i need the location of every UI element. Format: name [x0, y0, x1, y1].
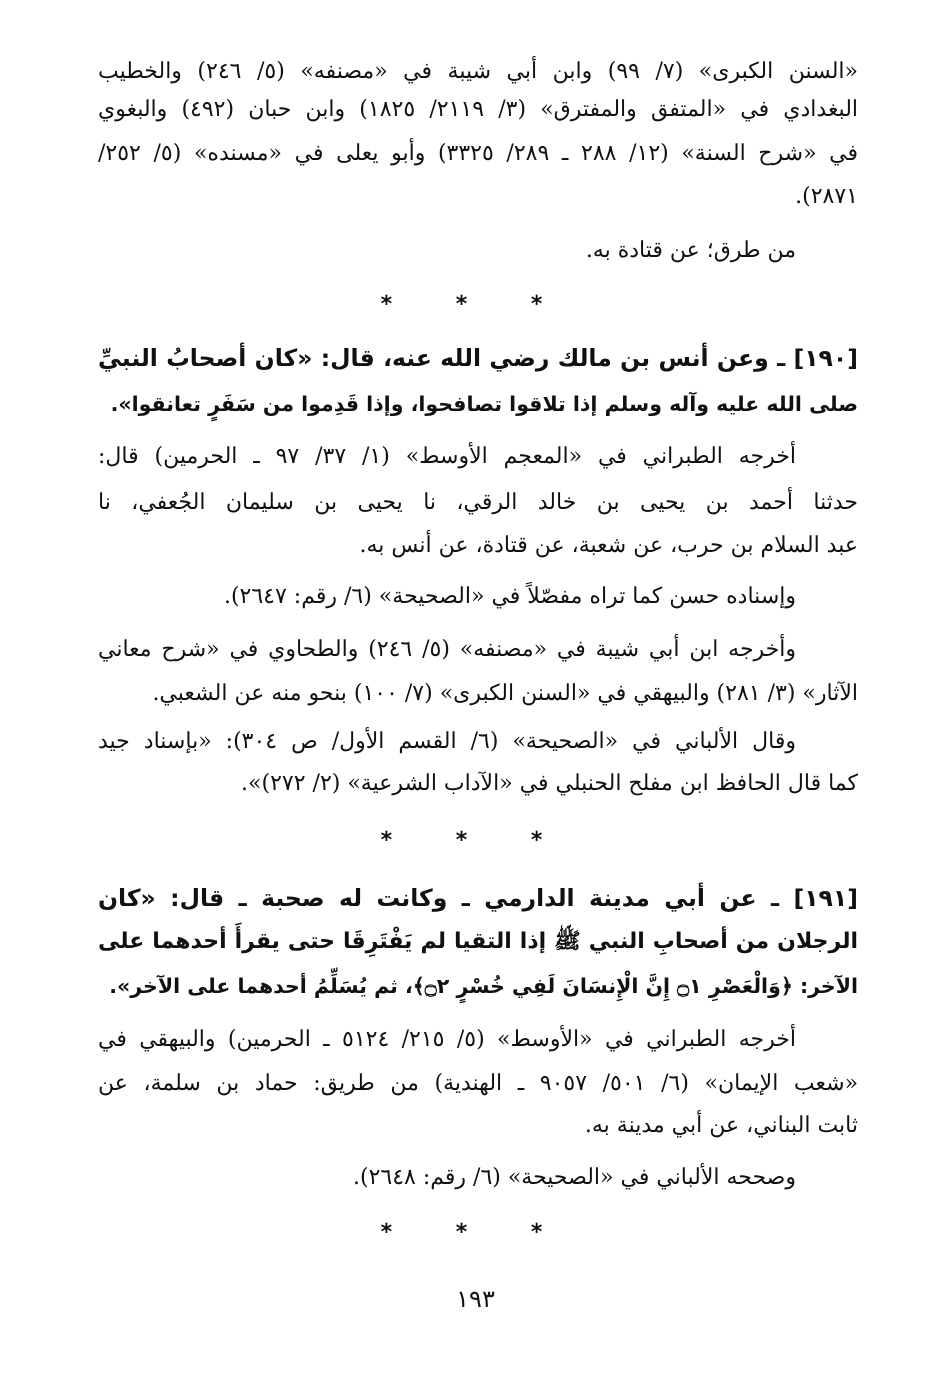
- hadith-191-grading: وصححه الألباني في «الصحيحة» (٦/ رقم: ٢٦٤٨).: [353, 1165, 796, 1190]
- continuation-line-1: «السنن الكبرى» (٧/ ٩٩) وابن أبي شيبة في «مصنفه» (٥/ ٢٤٦) والخطيب: [98, 59, 859, 84]
- hadith-190-albani-line-1: وقال الألباني في «الصحيحة» (٦/ القسم الأول/ ص ٣٠٤): «بإسناد جيد: [98, 729, 796, 754]
- continuation-line-5: من طرق؛ عن قتادة به.: [585, 238, 796, 263]
- hadith-190-takhrij-line-1: أخرجه الطبراني في «المعجم الأوسط» (١/ ٣٧/ ٩٧ ـ الحرمين) قال:: [98, 444, 796, 469]
- hadith-191-takhrij-line-3: ثابت البناني، عن أبي مدينة به.: [584, 1113, 858, 1138]
- page-number: ١٩٣: [456, 1285, 495, 1313]
- hadith-191-takhrij-line-2: «شعب الإيمان» (٦/ ٥٠١/ ٩٠٥٧ ـ الهندية) من طريق: حماد بن سلمة، عن: [98, 1071, 859, 1096]
- continuation-line-4: ٢٨٧١).: [795, 184, 858, 209]
- hadith-191-heading-line-1: [١٩١] ـ عن أبي مدينة الدارمي ـ وكانت له صحبة ـ قال: «كان: [98, 884, 858, 912]
- section-separator-1: * * *: [380, 292, 571, 317]
- hadith-191-heading-line-3: الآخر: ﴿وَالْعَصْرِ ۝١ إِنَّ الْإِنسَانَ لَفِي خُسْرٍ ۝٢﴾، ثم يُسَلِّمُ أحدهما على الآخر».: [109, 974, 858, 998]
- hadith-190-heading-line-2: صلى الله عليه وآله وسلم إذا تلاقوا تصافحوا، وإذا قَدِموا من سَفَرٍ تعانقوا».: [110, 392, 858, 416]
- hadith-190-albani-line-2: كما قال الحافظ ابن مفلح الحنبلي في «الآداب الشرعية» (٢/ ٢٧٢)».: [241, 771, 858, 796]
- section-separator-2: * * *: [380, 828, 571, 853]
- hadith-190-takhrij-line-2: حدثنا أحمد بن يحيى بن خالد الرقي، نا يحيى بن سليمان الجُعفي، نا: [98, 490, 858, 515]
- section-separator-3: * * *: [380, 1220, 571, 1245]
- hadith-190-takhrij-line-3: عبد السلام بن حرب، عن شعبة، عن قتادة، عن أنس به.: [359, 533, 858, 558]
- hadith-190-other-sources-line-2: الآثار» (٣/ ٢٨١) والبيهقي في «السنن الكبرى» (٧/ ١٠٠) بنحو منه عن الشعبي.: [152, 681, 858, 706]
- continuation-line-3: في «شرح السنة» (١٢/ ٢٨٨ ـ ٢٨٩/ ٣٣٢٥) وأبو يعلى في «مسنده» (٥/ ٢٥٢/: [98, 141, 859, 166]
- hadith-191-heading-line-2: الرجلان من أصحابِ النبي ﷺ إذا التقيا لم يَفْتَرِقَا حتى يقرأَ أحدهما على: [98, 929, 858, 954]
- hadith-190-other-sources-line-1: وأخرجه ابن أبي شيبة في «مصنفه» (٥/ ٢٤٦) والطحاوي في «شرح معاني: [98, 637, 797, 662]
- hadith-190-heading-line-1: [١٩٠] ـ وعن أنس بن مالك رضي الله عنه، قال: «كان أصحابُ النبيِّ: [98, 344, 858, 372]
- hadith-191-takhrij-line-1: أخرجه الطبراني في «الأوسط» (٥/ ٢١٥/ ٥١٢٤ ـ الحرمين) والبيهقي في: [98, 1027, 796, 1052]
- continuation-line-2: البغدادي في «المتفق والمفترق» (٣/ ٢١١٩/ ١٨٢٥) وابن حبان (٤٩٢) والبغوي: [98, 97, 859, 122]
- hadith-190-grading: وإسناده حسن كما تراه مفصّلاً في «الصحيحة» (٦/ رقم: ٢٦٤٧).: [223, 584, 796, 609]
